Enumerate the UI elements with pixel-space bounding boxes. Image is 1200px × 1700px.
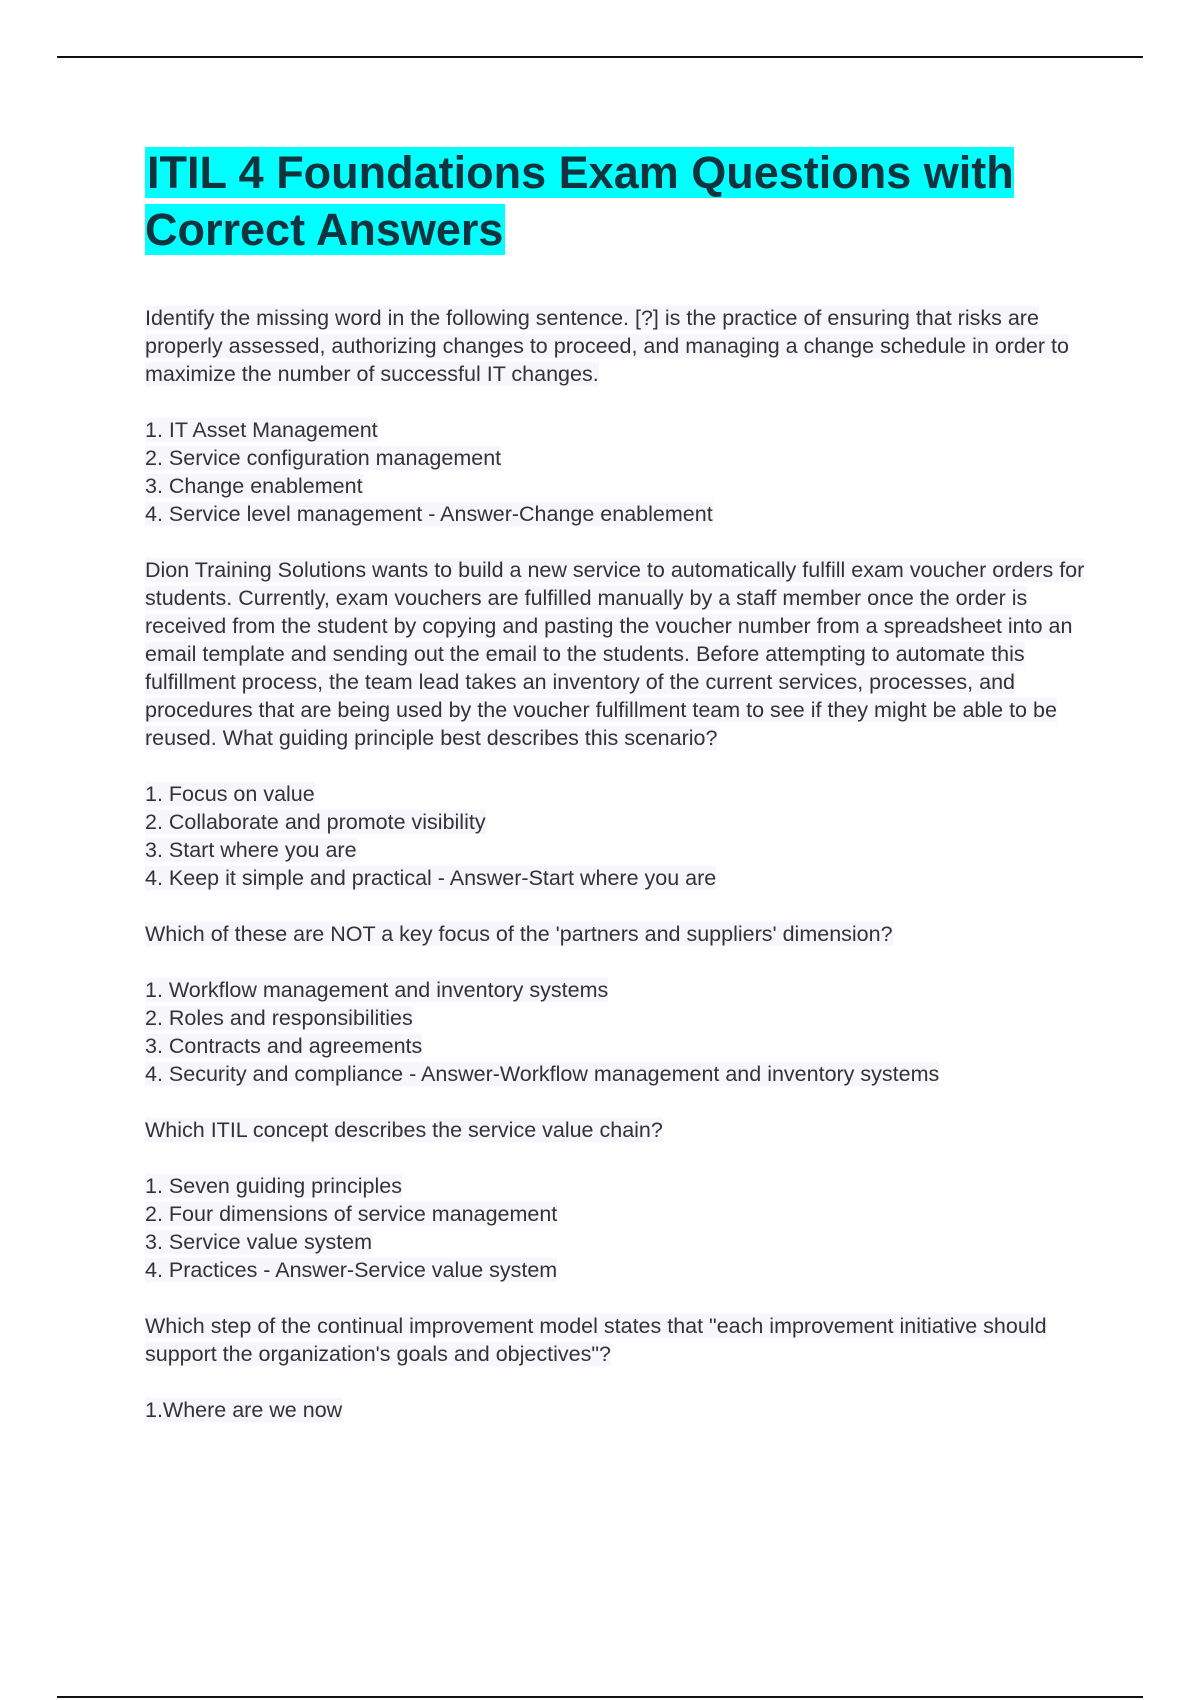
question-block-2 [145, 556, 1095, 892]
question-block-1 [145, 304, 1095, 528]
option-item: 3. Service value system [145, 1230, 373, 1254]
question-text: Which of these are NOT a key focus of the 'partners and suppliers' dimension? [145, 922, 893, 946]
option-item: 2. Service configuration management [145, 446, 502, 470]
document-body [145, 304, 1095, 1424]
question-text: Which ITIL concept describes the service value chain? [145, 1118, 663, 1142]
option-item: 4. Security and compliance - Answer-Workflow management and inventory systems [145, 1062, 940, 1086]
option-item: 4. Keep it simple and practical - Answer-Start where you are [145, 866, 717, 890]
option-item: 1. IT Asset Management [145, 418, 378, 442]
answer-options [145, 976, 1095, 1088]
option-item: 3. Contracts and agreements [145, 1034, 423, 1058]
option-item: 2. Collaborate and promote visibility [145, 810, 486, 834]
option-item: 3. Change enablement [145, 474, 363, 498]
option-item: 2. Four dimensions of service management [145, 1202, 558, 1226]
title-text: ITIL 4 Foundations Exam Questions with Correct Answers [145, 147, 1014, 255]
answer-options [145, 1172, 1095, 1284]
option-item: 1.Where are we now [145, 1398, 343, 1422]
question-block-5 [145, 1312, 1095, 1424]
answer-options [145, 416, 1095, 528]
option-item: 1. Focus on value [145, 782, 315, 806]
question-text: Dion Training Solutions wants to build a new service to automatically fulfill exam voucher orders for students. Currently, exam vouchers are fulfilled manually by a staff member once the order is received from the student by copying and pasting the voucher number from a spreadsheet into an email template and sending out the email to the students. Before attempting to automate this fulfillment process, the team lead takes an inventory of the current services, processes, and procedures that are being used by the voucher fulfillment team to see if they might be able to be reused. What guiding principle best describes this scenario? [145, 558, 1085, 750]
bottom-rule [57, 1696, 1143, 1698]
option-item: 4. Service level management - Answer-Change enablement [145, 502, 713, 526]
option-item: 1. Workflow management and inventory systems [145, 978, 609, 1002]
answer-options [145, 780, 1095, 892]
document-page [145, 144, 1095, 1452]
question-text: Identify the missing word in the following sentence. [?] is the practice of ensuring that risks are properly assessed, authorizing changes to proceed, and managing a change schedule in order to maximize the number of successful IT changes. [145, 306, 1069, 386]
option-item: 1. Seven guiding principles [145, 1174, 402, 1198]
document-title [145, 144, 1095, 258]
answer-options [145, 1396, 1095, 1424]
option-item: 3. Start where you are [145, 838, 357, 862]
question-block-4 [145, 1116, 1095, 1284]
question-block-3 [145, 920, 1095, 1088]
option-item: 2. Roles and responsibilities [145, 1006, 413, 1030]
option-item: 4. Practices - Answer-Service value system [145, 1258, 558, 1282]
question-text: Which step of the continual improvement model states that "each improvement initiative should support the organization's goals and objectives"? [145, 1314, 1047, 1366]
top-rule [57, 56, 1143, 58]
